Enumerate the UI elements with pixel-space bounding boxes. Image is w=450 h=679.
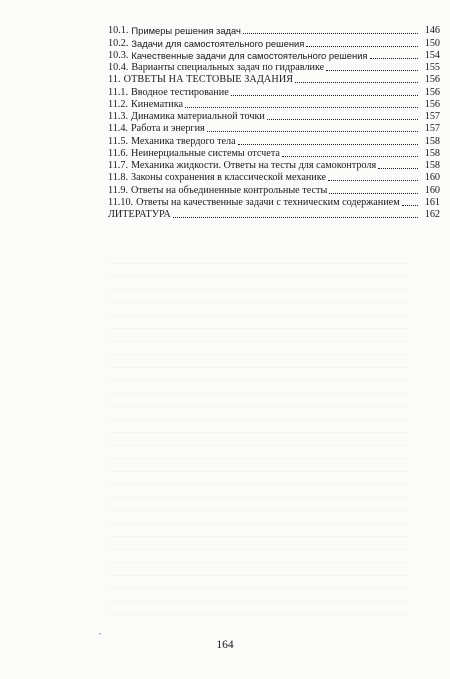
toc-entry-title: ОТВЕТЫ НА ТЕСТОВЫЕ ЗАДАНИЯ xyxy=(123,74,294,86)
toc-entry-title: Задачи для самостоятельного решения xyxy=(131,37,305,49)
toc-entry-page: 158 xyxy=(424,160,440,171)
toc-entry-page: 155 xyxy=(424,62,440,73)
toc-entry-number: 11.6. xyxy=(108,147,128,159)
toc-entry-number: 11.10. xyxy=(108,196,134,208)
toc-entry xyxy=(108,172,440,184)
toc-entry-title: Варианты специальных задач по гидравлике xyxy=(131,62,325,73)
toc-dot-leader xyxy=(267,119,418,120)
toc-entry-number: 10.2. xyxy=(108,37,129,49)
toc-dot-leader xyxy=(207,131,418,132)
toc-entry-page: 150 xyxy=(424,37,440,49)
toc-entry-title: Динамика материальной точки xyxy=(131,111,265,122)
toc-entry-page: 162 xyxy=(424,209,440,220)
toc-entry-title: Механика твердого тела xyxy=(131,135,236,147)
toc-entry-page: 156 xyxy=(424,98,440,110)
toc-entry-title: Работа и энергия xyxy=(131,123,205,135)
toc-dot-leader xyxy=(231,95,418,96)
toc-entry-number: 11.9. xyxy=(108,184,128,196)
toc-entry-title: Ответы на качественные задачи с техническим содержанием xyxy=(136,196,400,208)
toc-dot-leader xyxy=(402,205,418,206)
toc-entry-number: 11.5. xyxy=(108,135,128,147)
toc-dot-leader xyxy=(173,217,418,218)
toc-entry-page: 157 xyxy=(424,123,440,135)
toc-dot-leader xyxy=(238,144,418,145)
toc-entry-page: 146 xyxy=(424,25,440,37)
toc-entry-title: Законы сохранения в классической механике xyxy=(131,172,326,184)
toc-entry xyxy=(108,86,440,98)
toc-dot-leader xyxy=(295,82,418,83)
toc-entry-page: 160 xyxy=(424,172,440,184)
toc-dot-leader xyxy=(282,156,418,157)
toc-entry-number: 11.8. xyxy=(108,172,128,184)
toc-entry-title: Ответы на объединенные контрольные тесты xyxy=(131,184,328,196)
toc-entry xyxy=(108,197,440,209)
toc-entry-title: Неинерциальные системы отсчета xyxy=(131,147,280,159)
toc-entry-title: Качественные задачи для самостоятельного решения xyxy=(131,49,368,61)
toc-dot-leader xyxy=(185,107,418,108)
toc-entry-number: 11. xyxy=(108,74,121,86)
toc-entry xyxy=(108,25,440,37)
toc-entry-number: 11.7. xyxy=(108,160,128,171)
toc-entry-number: 10.1. xyxy=(108,25,129,37)
toc-dot-leader xyxy=(326,70,418,71)
toc-entry-title: Механика жидкости. Ответы на тесты для самоконтроля xyxy=(131,160,377,171)
toc-dot-leader xyxy=(243,33,418,34)
toc-dot-leader xyxy=(329,193,418,194)
page-speck: • xyxy=(99,632,102,638)
page-number: 164 xyxy=(216,639,234,651)
toc-entry-title: Кинематика xyxy=(131,98,184,110)
toc-entry-page: 156 xyxy=(424,74,440,86)
toc-dot-leader xyxy=(378,168,418,169)
toc-entry-title: Вводное тестирование xyxy=(131,86,229,98)
toc-entry-page: 154 xyxy=(424,49,440,61)
toc-entry-page: 156 xyxy=(424,86,440,98)
toc-dot-leader xyxy=(306,46,418,47)
toc-entry-number: 11.1. xyxy=(108,86,128,98)
toc-entry xyxy=(108,123,440,135)
toc-entry-number: 11.4. xyxy=(108,123,128,135)
toc-entry xyxy=(108,160,440,172)
toc-entry-title: ЛИТЕРАТУРА xyxy=(108,209,171,220)
toc-dot-leader xyxy=(328,180,418,181)
toc-entry xyxy=(108,184,440,196)
toc-entry xyxy=(108,62,440,74)
toc-entry xyxy=(108,99,440,111)
toc-entry xyxy=(108,50,440,62)
toc-entry-page: 161 xyxy=(424,196,440,208)
toc-entry xyxy=(108,135,440,147)
toc-entry-number: 10.4. xyxy=(108,62,129,73)
toc-entry-page: 158 xyxy=(424,147,440,159)
toc-entry xyxy=(108,37,440,49)
toc-entry-page: 160 xyxy=(424,184,440,196)
toc-entry-title: Примеры решения задач xyxy=(131,25,241,37)
toc-entry-number: 10.3. xyxy=(108,49,129,61)
toc-entry-number: 11.3. xyxy=(108,111,128,122)
toc-entry-page: 158 xyxy=(424,135,440,147)
toc-dot-leader xyxy=(370,58,418,59)
toc-entry xyxy=(108,209,440,221)
toc-entry xyxy=(108,74,440,86)
table-of-contents xyxy=(108,25,440,221)
toc-entry-page: 157 xyxy=(424,111,440,122)
toc-entry xyxy=(108,148,440,160)
toc-entry xyxy=(108,111,440,123)
toc-entry-number: 11.2. xyxy=(108,98,128,110)
